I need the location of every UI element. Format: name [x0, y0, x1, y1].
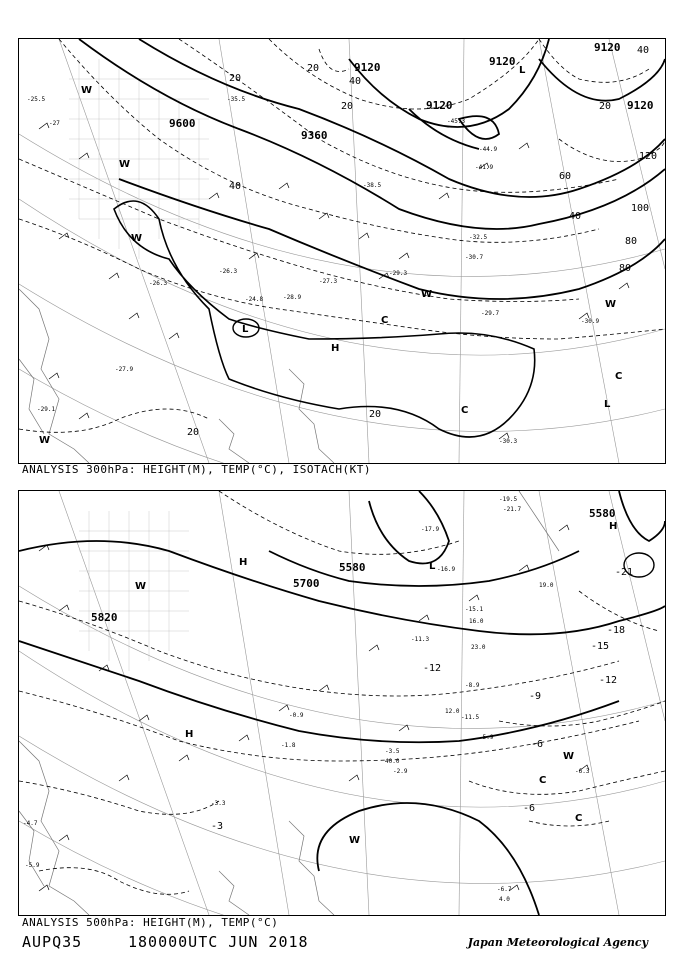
- isotach-label: 120: [639, 151, 658, 162]
- station-value: -19.5: [499, 496, 518, 503]
- station-value: -30.7: [465, 254, 484, 261]
- temperature-label: -21: [615, 567, 634, 578]
- height-label: 5700: [293, 577, 320, 590]
- isotach-label: 20: [369, 409, 382, 420]
- height-label: 9600: [169, 117, 196, 130]
- bulletin-code: AUPQ35: [22, 933, 83, 951]
- station-value: -27.3: [319, 278, 338, 285]
- station-value: -29.1: [37, 406, 56, 413]
- isotach-label: 80: [625, 236, 638, 247]
- station-value: -29.7: [481, 310, 500, 317]
- warm-symbol: W: [605, 299, 617, 310]
- isotach-label: 20: [341, 101, 354, 112]
- warm-symbol: W: [421, 289, 433, 300]
- cold-symbol: C: [381, 315, 389, 326]
- high-center: H: [609, 521, 618, 532]
- isotach-label: 60: [559, 171, 572, 182]
- map-500hpa-canvas: [19, 491, 665, 915]
- warm-symbol: W: [131, 233, 143, 244]
- hatched-area: [79, 511, 189, 671]
- cold-symbol: C: [539, 775, 547, 786]
- isotach-label: 100: [631, 203, 650, 214]
- height-label: 9120: [354, 61, 381, 74]
- isotach-label: 40: [569, 211, 582, 222]
- temperature-label: -9: [529, 691, 542, 702]
- agency-credit: Japan Meteorological Agency: [467, 936, 648, 949]
- height-label: 5820: [91, 611, 118, 624]
- temperature-label: -18: [607, 625, 626, 636]
- map-300hpa-canvas: [19, 39, 665, 463]
- longitude-lines: [59, 491, 665, 915]
- isotach-label: 40: [349, 76, 362, 87]
- isotach-label: 20: [229, 73, 242, 84]
- station-value: -45.3: [447, 118, 466, 125]
- height-label: 9120: [426, 99, 453, 112]
- station-value: 40.0: [385, 758, 400, 765]
- coastlines: [19, 289, 334, 463]
- panel-caption-300hpa: ANALYSIS 300hPa: HEIGHT(M), TEMP(°C), ISOTACH(KT): [22, 463, 372, 476]
- station-value: -2.9: [393, 768, 408, 775]
- isotach-label: 40: [229, 181, 242, 192]
- low-center: L: [519, 65, 526, 76]
- low-center: L: [604, 399, 611, 410]
- station-value: -41.9: [475, 164, 494, 171]
- low-center: L: [242, 324, 249, 335]
- station-value: -27: [49, 120, 60, 127]
- height-label: 9120: [627, 99, 654, 112]
- station-value: 12.0: [445, 708, 460, 715]
- analysis-300hpa-map: [18, 38, 666, 464]
- station-value: -21.7: [503, 506, 522, 513]
- station-value: -11.3: [411, 636, 430, 643]
- station-value: -38.5: [363, 182, 382, 189]
- isotherm-lines: [19, 491, 665, 894]
- cold-symbol: C: [575, 813, 583, 824]
- station-value: -28.9: [283, 294, 302, 301]
- temperature-label: -12: [423, 663, 442, 674]
- station-value: -5.9: [25, 862, 40, 869]
- station-value: -17.9: [421, 526, 440, 533]
- low-center: L: [429, 561, 436, 572]
- station-value: -15.1: [465, 606, 484, 613]
- station-value: -5.9: [479, 734, 494, 741]
- station-value: -25.5: [27, 96, 46, 103]
- height-label: 9360: [301, 129, 328, 142]
- isotach-label: 20: [599, 101, 612, 112]
- station-value: -0.9: [289, 712, 304, 719]
- temperature-label: -6: [531, 739, 544, 750]
- station-value: -3.5: [385, 748, 400, 755]
- station-value: -6.7: [497, 886, 512, 893]
- station-value: -26.3: [219, 268, 238, 275]
- valid-time: 180000UTC JUN 2018: [128, 933, 309, 951]
- station-value: -26.3: [149, 280, 168, 287]
- station-value: -44.9: [479, 146, 498, 153]
- isotherm-lines: [19, 39, 665, 432]
- warm-symbol: W: [39, 435, 51, 446]
- station-value: -16.9: [437, 566, 456, 573]
- high-center: H: [239, 557, 248, 568]
- high-center: H: [185, 729, 194, 740]
- station-value: -27.9: [115, 366, 134, 373]
- high-center: H: [331, 343, 340, 354]
- analysis-500hpa-map: [18, 490, 666, 916]
- station-value: -30.3: [499, 438, 518, 445]
- coastlines: [19, 491, 559, 915]
- station-value: -3.3: [211, 800, 226, 807]
- station-value: -30.9: [581, 318, 600, 325]
- height-contours: [79, 39, 665, 299]
- station-value: -32.5: [469, 234, 488, 241]
- panel-caption-500hpa: ANALYSIS 500hPa: HEIGHT(M), TEMP(°C): [22, 916, 279, 929]
- temperature-label: -6: [523, 803, 536, 814]
- warm-symbol: W: [119, 159, 131, 170]
- station-value: 19.0: [539, 582, 554, 589]
- height-label: 5580: [589, 507, 616, 520]
- height-label: 9120: [594, 41, 621, 54]
- station-value: 23.0: [471, 644, 486, 651]
- temperature-label: -15: [591, 641, 610, 652]
- height-contours: [19, 491, 665, 915]
- cold-symbol: C: [615, 371, 623, 382]
- isotach-label: 80: [619, 263, 632, 274]
- station-value: -35.5: [227, 96, 246, 103]
- warm-symbol: W: [135, 581, 147, 592]
- cold-symbol: C: [461, 405, 469, 416]
- isotach-label: 40: [637, 45, 650, 56]
- isotach-label: 20: [187, 427, 200, 438]
- temperature-label: -12: [599, 675, 618, 686]
- latitude-lines: [19, 134, 665, 463]
- station-value: -6.3: [575, 768, 590, 775]
- station-value: -11.5: [461, 714, 480, 721]
- station-value: -8.9: [465, 682, 480, 689]
- station-value: -24.8: [245, 296, 264, 303]
- warm-symbol: W: [349, 835, 361, 846]
- warm-symbol: W: [563, 751, 575, 762]
- station-value: -1.8: [281, 742, 296, 749]
- station-value: -29.3: [389, 270, 408, 277]
- station-value: 4.0: [499, 896, 510, 903]
- height-label: 9120: [489, 55, 516, 68]
- isotach-label: 20: [307, 63, 320, 74]
- station-value: 16.0: [469, 618, 484, 625]
- station-value: -4.7: [23, 820, 38, 827]
- temperature-label: -3: [211, 821, 224, 832]
- warm-symbol: W: [81, 85, 93, 96]
- height-label: 5580: [339, 561, 366, 574]
